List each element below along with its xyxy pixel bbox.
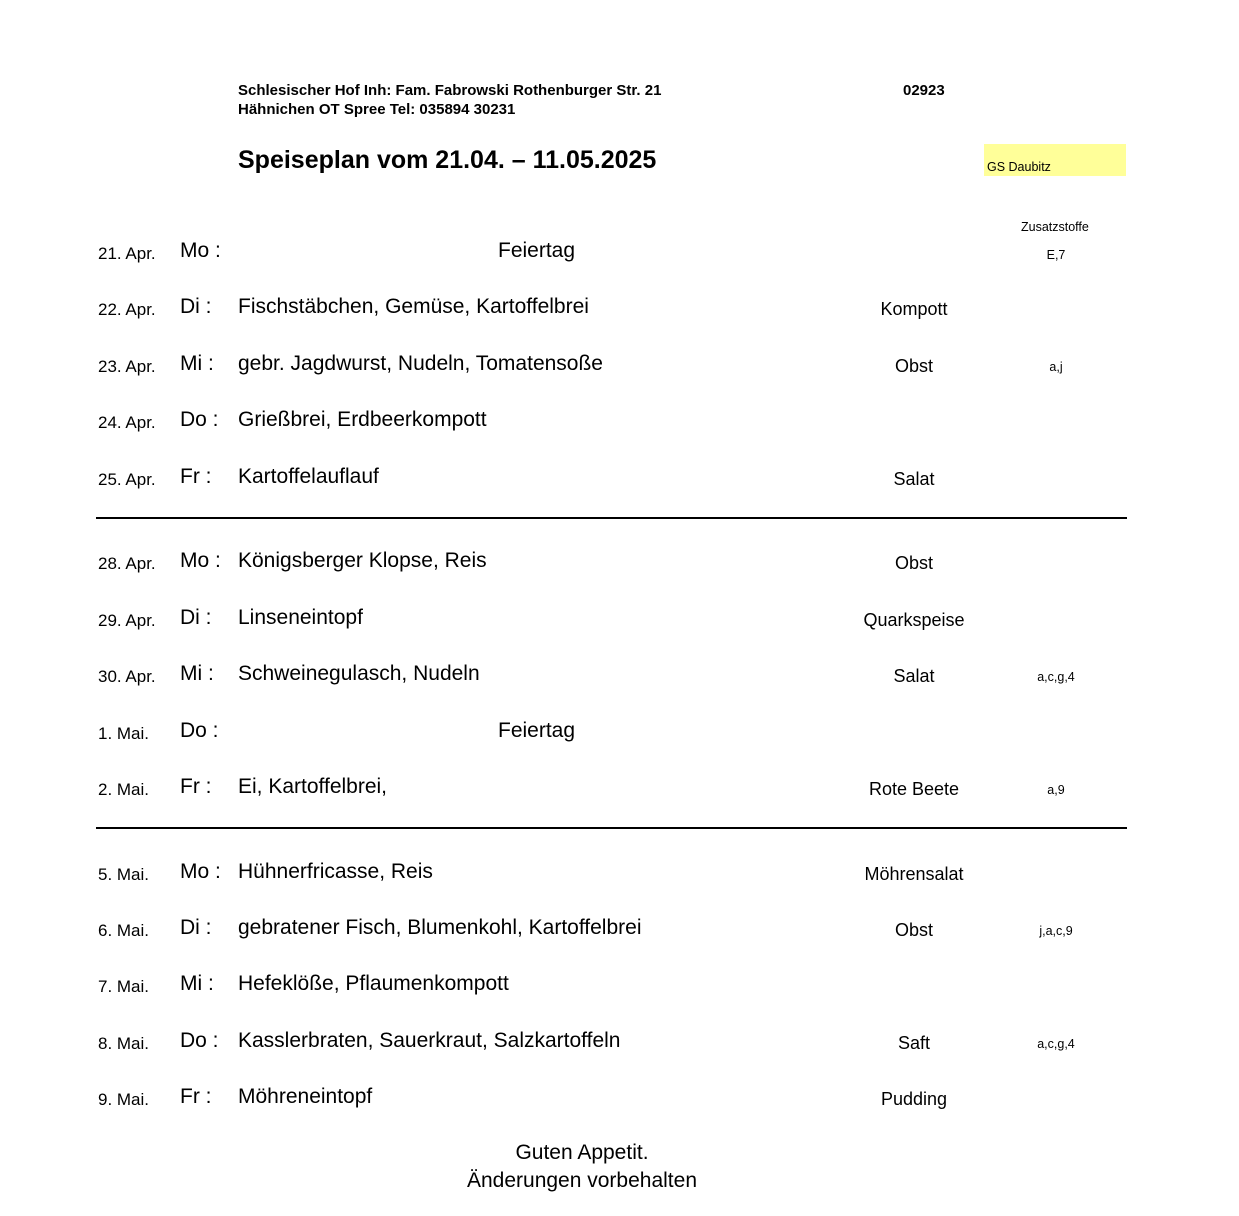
restaurant-contact-line: Hähnichen OT Spree Tel: 035894 30231 — [238, 101, 516, 118]
menu-row — [0, 715, 1239, 745]
row-date: 22. Apr. — [98, 300, 156, 319]
row-date: 6. Mai. — [98, 921, 150, 940]
menu-row — [0, 856, 1239, 886]
footer-disclaimer: Änderungen vorbehalten — [466, 1169, 697, 1192]
row-side-dish: Salat — [893, 469, 935, 489]
row-weekday: Mi : — [180, 662, 214, 685]
school-badge-label: GS Daubitz — [987, 160, 1051, 174]
row-date: 9. Mai. — [98, 1090, 150, 1109]
page-title: Speiseplan vom 21.04. – 11.05.2025 — [238, 146, 657, 174]
row-date: 28. Apr. — [98, 554, 156, 573]
row-date: 1. Mai. — [98, 724, 150, 743]
row-date: 29. Apr. — [98, 611, 156, 630]
menu-row — [0, 771, 1239, 801]
row-weekday: Di : — [180, 916, 212, 939]
row-date: 30. Apr. — [98, 667, 156, 686]
row-additives: E,7 — [1046, 248, 1066, 262]
menu-row — [0, 1081, 1239, 1111]
row-side-dish: Quarkspeise — [863, 610, 965, 630]
menu-row — [0, 1025, 1239, 1055]
row-side-dish: Obst — [894, 553, 933, 573]
row-additives: a,c,g,4 — [1037, 670, 1075, 684]
row-date: 21. Apr. — [98, 244, 156, 263]
row-additives: j,a,c,9 — [1039, 924, 1073, 938]
row-weekday: Do : — [180, 719, 219, 742]
menu-row — [0, 404, 1239, 434]
postal-code: 02923 — [903, 82, 945, 99]
row-weekday: Fr : — [180, 465, 212, 488]
menu-row — [0, 545, 1239, 575]
additives-column-header: Zusatzstoffe — [1021, 220, 1089, 234]
row-additives: a,c,g,4 — [1037, 1037, 1075, 1051]
row-side-dish: Obst — [894, 356, 933, 376]
row-weekday: Fr : — [180, 1085, 212, 1108]
menu-row — [0, 658, 1239, 688]
row-weekday: Di : — [180, 606, 212, 629]
holiday-label: Feiertag — [498, 239, 576, 262]
row-meal: Hefeklöße, Pflaumenkompott — [238, 972, 509, 995]
row-meal: Linseneintopf — [238, 606, 363, 629]
row-additives: a,j — [1049, 360, 1063, 374]
menu-row — [0, 968, 1239, 998]
row-meal: Kasslerbraten, Sauerkraut, Salzkartoffeln — [238, 1029, 621, 1052]
row-date: 7. Mai. — [98, 977, 150, 996]
row-date: 8. Mai. — [98, 1034, 150, 1053]
restaurant-address-line: Schlesischer Hof Inh: Fam. Fabrowski Rothenburger Str. 21 — [238, 82, 662, 99]
row-weekday: Mi : — [180, 352, 214, 375]
row-meal: Hühnerfricasse, Reis — [238, 860, 433, 883]
holiday-label: Feiertag — [498, 719, 576, 742]
row-meal: gebratener Fisch, Blumenkohl, Kartoffelbrei — [238, 916, 642, 939]
row-weekday: Mi : — [180, 972, 214, 995]
row-meal: Ei, Kartoffelbrei, — [238, 775, 388, 798]
week-divider — [96, 827, 1127, 829]
row-weekday: Do : — [180, 1029, 219, 1052]
row-weekday: Mo : — [180, 860, 221, 883]
week-divider — [96, 517, 1127, 519]
row-side-dish: Möhrensalat — [864, 864, 964, 884]
row-side-dish: Pudding — [880, 1089, 948, 1109]
row-weekday: Di : — [180, 295, 212, 318]
row-side-dish: Rote Beete — [868, 779, 960, 799]
school-badge — [984, 144, 1126, 176]
row-date: 5. Mai. — [98, 865, 150, 884]
row-additives: a,9 — [1047, 783, 1065, 797]
row-meal: Königsberger Klopse, Reis — [238, 549, 487, 572]
menu-row — [0, 602, 1239, 632]
row-date: 23. Apr. — [98, 357, 156, 376]
row-meal: Kartoffelauflauf — [238, 465, 379, 488]
row-meal: Fischstäbchen, Gemüse, Kartoffelbrei — [238, 295, 589, 318]
row-weekday: Do : — [180, 408, 219, 431]
row-meal: Schweinegulasch, Nudeln — [238, 662, 480, 685]
row-weekday: Mo : — [180, 549, 221, 572]
menu-row — [0, 461, 1239, 491]
row-weekday: Mo : — [180, 239, 221, 262]
row-meal: gebr. Jagdwurst, Nudeln, Tomatensoße — [238, 352, 603, 375]
row-date: 2. Mai. — [98, 780, 150, 799]
row-side-dish: Saft — [897, 1033, 931, 1053]
footer-greeting: Guten Appetit. — [515, 1141, 649, 1164]
row-meal: Grießbrei, Erdbeerkompott — [238, 408, 487, 431]
menu-row — [0, 235, 1239, 265]
row-date: 24. Apr. — [98, 413, 156, 432]
menu-row — [0, 912, 1239, 942]
row-date: 25. Apr. — [98, 470, 156, 489]
row-side-dish: Kompott — [880, 299, 948, 319]
row-side-dish: Obst — [894, 920, 933, 940]
row-side-dish: Salat — [893, 666, 935, 686]
menu-row — [0, 348, 1239, 378]
row-weekday: Fr : — [180, 775, 212, 798]
row-meal: Möhreneintopf — [238, 1085, 373, 1108]
menu-row — [0, 291, 1239, 321]
